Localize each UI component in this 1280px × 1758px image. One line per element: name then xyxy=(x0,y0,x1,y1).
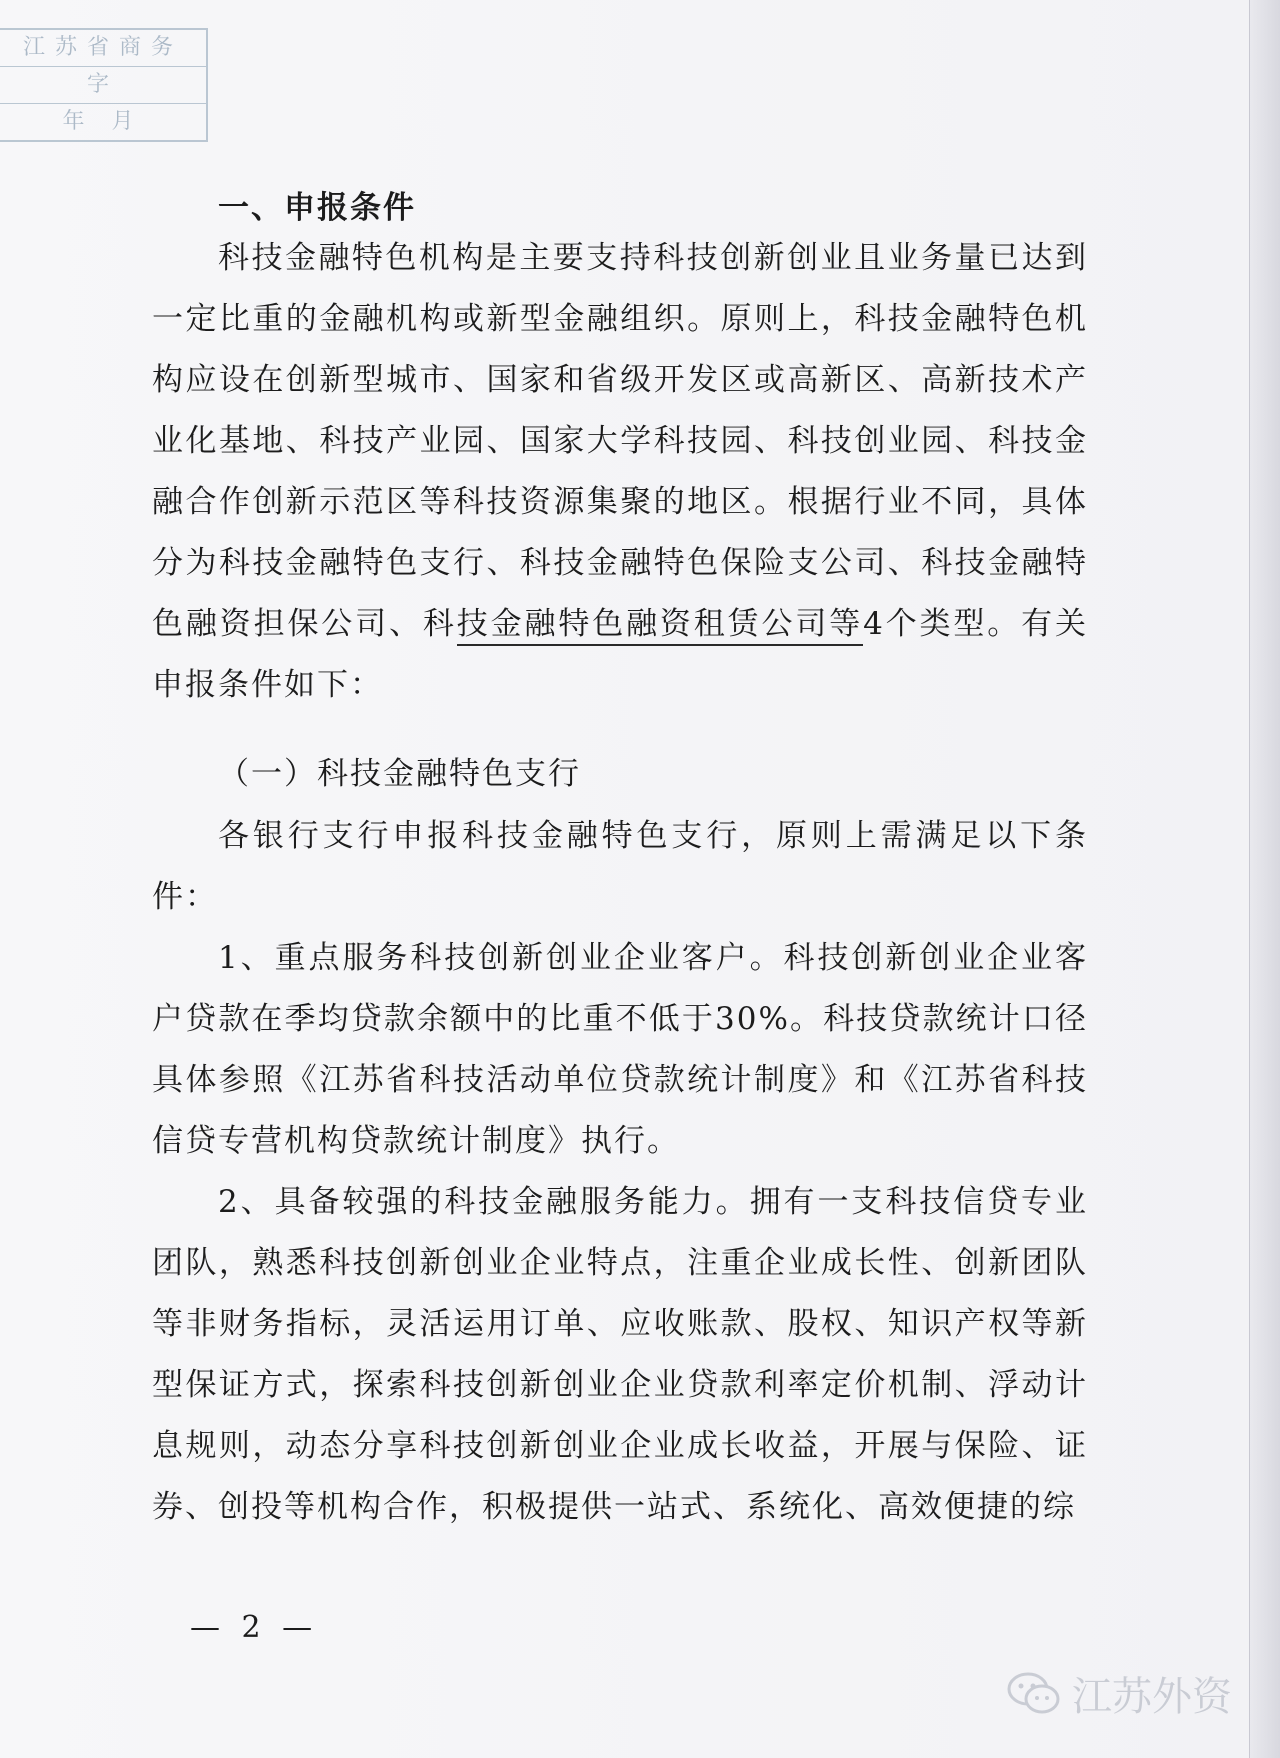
paragraph-4-text: 2、具备较强的科技金融服务能力。拥有一支科技信贷专业团队，熟悉科技创新创业企业特点，注重企业成长性、创新团队等非财务指标，灵活运用订单、应收账款、股权、知识产权等新型保证方式，探索科技创新创业企业贷款利率定价机制、浮动计息规则，动态分享科技创新创业企业成长收益，开展与保险、证券、创投等机构合作，积极提供一站式、系统化、高效便捷的综 xyxy=(152,1184,1088,1525)
subsection-heading: （一）科技金融特色支行 xyxy=(218,756,581,792)
paragraph-2-text: 各银行支行申报科技金融特色支行，原则上需满足以下条件： xyxy=(152,818,1088,915)
paragraph-1-text-a: 科技金融特色机构是主要支持科技创新创业且业务量已达到一定比重的金融机构或新型金融组织。原则上，科技金融特色机构应设在创新型城市、国家和省级开发区或高新区、高新技术产业化基地、科技产业园、国家大学科技园、科技创业园、科技金融合作创新示范区等科技资源集聚的地区。根据行业不同，具体分为科技金融特色支行、科技金融特色保险支公司、科技金融特色融资担保公司、科 xyxy=(152,240,1088,642)
paragraph-3-text: 1、重点服务科技创新创业企业客户。科技创新创业企业客户贷款在季均贷款余额中的比重不低于30%。科技贷款统计口径具体参照《江苏省科技活动单位贷款统计制度》和《江苏省科技信贷专营机构贷款统计制度》执行。 xyxy=(152,940,1088,1159)
paragraph-1-text-b: 4个类型。有关申报条件如下： xyxy=(152,606,1089,703)
paragraph-1 xyxy=(152,228,1088,716)
wechat-icon xyxy=(1006,1671,1062,1717)
page-number: — 2 — xyxy=(190,1610,319,1645)
page-edge-shadow xyxy=(1249,0,1280,1758)
watermark-text: 江苏外资 xyxy=(1072,1674,1232,1720)
stamp-row-2: 字 xyxy=(0,67,206,104)
section-heading: 一、申报条件 xyxy=(218,190,416,226)
paragraph-3 xyxy=(152,928,1088,1172)
stamp-row-1: 江苏省商务 xyxy=(0,30,206,67)
handwritten-underline-text: 技金融特色融资租赁公司等 xyxy=(457,606,863,646)
stamp-row-3: 年 月 xyxy=(62,109,144,134)
registration-stamp xyxy=(0,28,208,142)
paragraph-4 xyxy=(152,1172,1088,1538)
wechat-watermark xyxy=(1006,1665,1232,1722)
paragraph-2 xyxy=(152,806,1088,928)
